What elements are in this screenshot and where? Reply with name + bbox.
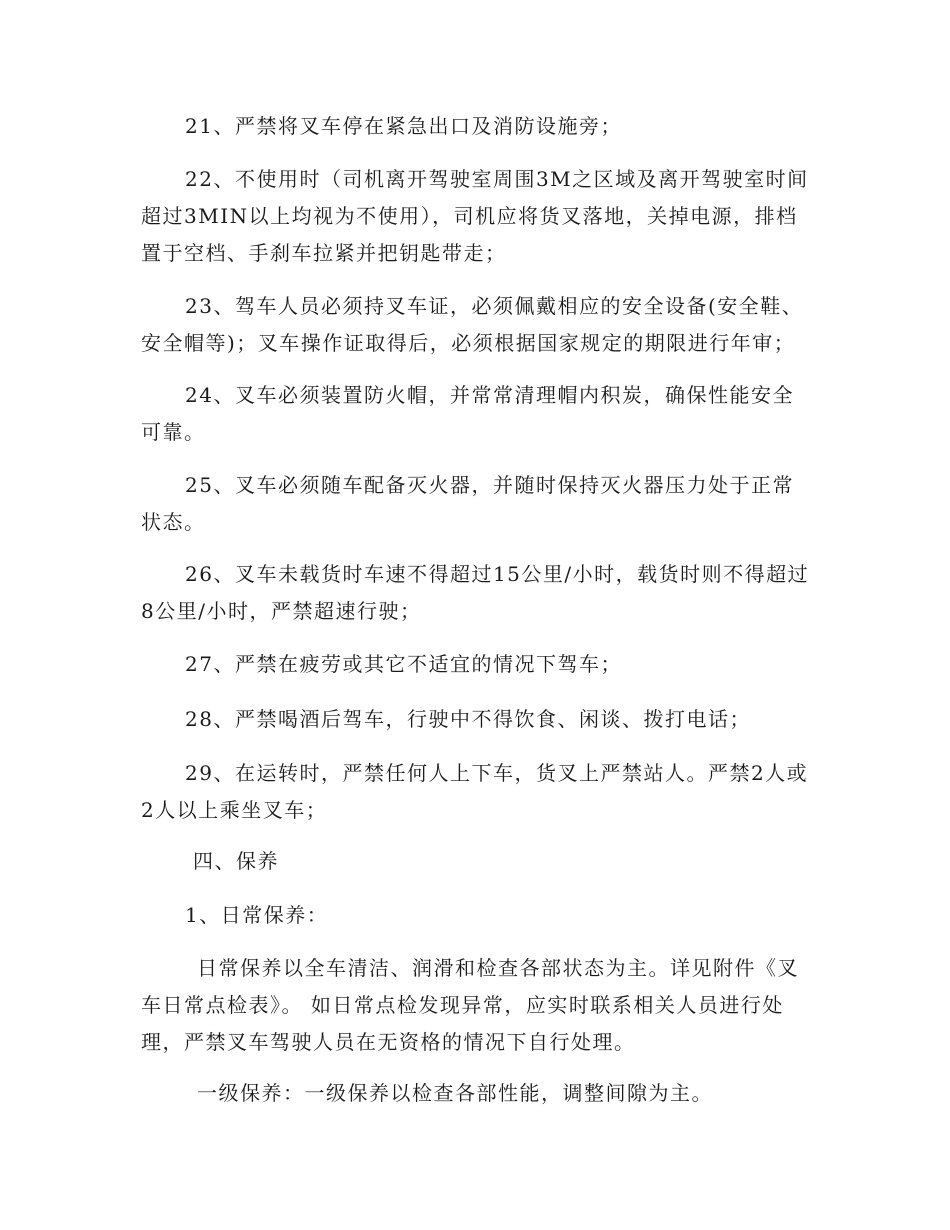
rule-23: 23、驾车人员必须持叉车证，必须佩戴相应的安全设备(安全鞋、安全帽等)；叉车操作证取得后，必须根据国家规定的期限进行年审；: [141, 294, 804, 355]
rule-28: 28、严禁喝酒后驾车，行驶中不得饮食、闲谈、拨打电话；: [185, 707, 751, 731]
subsection-heading: 1、日常保养：: [185, 903, 329, 927]
rule-26: 26、叉车未载货时车速不得超过15公里/小时，载货时则不得超过8公里/小时，严禁超速行驶；: [141, 562, 810, 623]
rule-25: 25、叉车必须随车配备灭火器，并随时保持灭火器压力处于正常状态。: [141, 473, 794, 534]
rule-21: 21、严禁将叉车停在紧急出口及消防设施旁；: [185, 114, 622, 138]
rule-27: 27、严禁在疲劳或其它不适宜的情况下驾车；: [185, 652, 622, 676]
rule-22: 22、不使用时（司机离开驾驶室周围3M之区域及离开驾驶室时间超过3MIN以上均视为不使用），司机应将货叉落地，关掉电源，排档置于空档、手刹车拉紧并把钥匙带走；: [141, 167, 809, 265]
section-heading: 四、保养: [193, 849, 279, 873]
rule-24: 24、叉车必须装置防火帽，并常常清理帽内积炭，确保性能安全可靠。: [141, 383, 794, 444]
daily-maintenance-text: 日常保养以全车清洁、润滑和检查各部状态为主。详见附件《叉车日常点检表》。 如日常点检发现异常，应实时联系相关人员进行处理，严禁叉车驾驶人员在无资格的情况下自行处理。: [141, 956, 799, 1054]
rule-29: 29、在运转时，严禁任何人上下车，货叉上严禁站人。严禁2人或2人以上乘坐叉车；: [141, 761, 809, 822]
level1-maintenance-text: 一级保养：一级保养以检查各部性能，调整间隙为主。: [197, 1081, 713, 1105]
